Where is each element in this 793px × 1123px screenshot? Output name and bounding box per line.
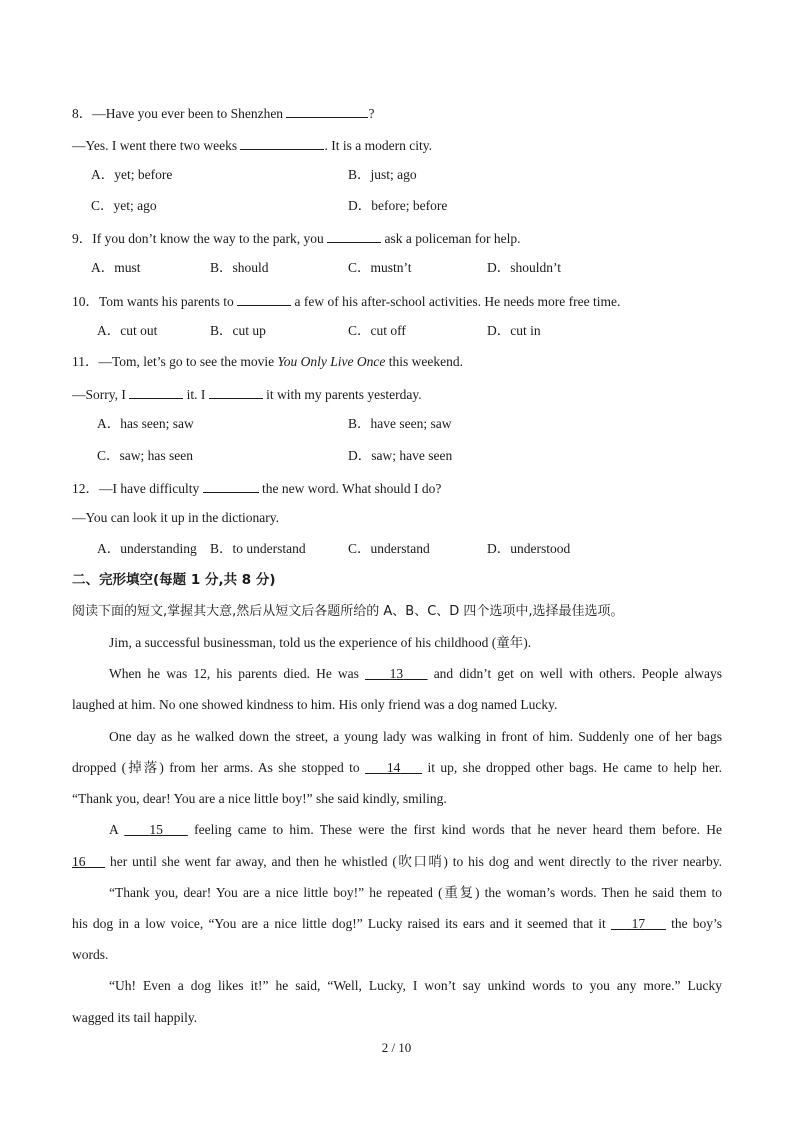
q8-reply-end: . It is a modern city. xyxy=(324,138,432,153)
blank-17 xyxy=(611,916,666,931)
q12-reply: —You can look it up in the dictionary. xyxy=(72,510,279,525)
q10-stem-text: 10．Tom wants his parents to xyxy=(72,294,234,309)
q10-option-a: A．cut out xyxy=(97,323,158,338)
blank-13 xyxy=(365,666,428,681)
q11-option-a: A．has seen; saw xyxy=(97,416,194,431)
q10-blank xyxy=(237,292,291,306)
section-instruction: 阅读下面的短文,掌握其大意,然后从短文后各题所给的 A、B、C、D 四个选项中,选择最佳选项。 xyxy=(72,604,624,619)
q12-option-a: A．understanding xyxy=(97,541,197,556)
section-title: 二、完形填空(每题 1 分,共 8 分) xyxy=(72,572,276,588)
q8-option-d: D．before; before xyxy=(348,198,448,213)
passage-p2-line1 xyxy=(109,666,722,682)
q11-option-b: B．have seen; saw xyxy=(348,416,452,431)
q9-stem-text: 9．If you don’t know the way to the park, you xyxy=(72,231,324,246)
q9-blank xyxy=(327,229,381,243)
q8-option-c: C．yet; ago xyxy=(91,198,157,213)
q8-stem xyxy=(72,104,374,122)
q11-reply-text-1: —Sorry, I xyxy=(72,387,126,402)
q9-option-b: B．should xyxy=(210,260,269,275)
passage-p4-text: A xyxy=(109,822,119,837)
q8-reply-text: —Yes. I went there two weeks xyxy=(72,138,238,153)
blank-14-number: 14 xyxy=(386,760,401,775)
q8-stem-text: 8．—Have you ever been to Shenzhen xyxy=(72,106,284,121)
q11-stem-end: this weekend. xyxy=(388,354,464,369)
passage-p4-text-end: feeling came to him. These were the first kind words that he never heard them before. He xyxy=(194,822,723,837)
q12-option-b: B．to understand xyxy=(210,541,306,556)
q10-option-c: C．cut off xyxy=(348,323,406,338)
q10-stem-end: a few of his after-school activities. He needs more free time. xyxy=(294,294,621,309)
q10-option-d: D．cut in xyxy=(487,323,541,338)
passage-p2-line2: laughed at him. No one showed kindness to him. His only friend was a dog named Lucky. xyxy=(72,697,558,712)
blank-17-number: 17 xyxy=(631,916,646,931)
passage-p5-text: his dog in a low voice, “You are a nice little dog!” Lucky raised its ears and it seemed that it xyxy=(72,916,606,931)
q11-movie-title: You Only Live Once xyxy=(277,354,386,369)
q12-option-d: D．understood xyxy=(487,541,571,556)
blank-16-number: 16 xyxy=(72,854,86,869)
q9-option-c: C．mustn’t xyxy=(348,260,412,275)
q9-stem xyxy=(72,229,521,247)
blank-14 xyxy=(365,760,422,775)
page-number: 2 / 10 xyxy=(381,1040,412,1055)
passage-p6-line2: wagged its tail happily. xyxy=(72,1010,198,1025)
passage-p4-text-2: her until she went far away, and then he whistled (吹口哨) to his dog and went directly to the river nearby. xyxy=(109,854,723,869)
q8-reply xyxy=(72,136,432,154)
q11-option-d: D．saw; have seen xyxy=(348,448,453,463)
passage-p2-text-end: and didn’t get on well with others. People always xyxy=(433,666,723,681)
q12-option-c: C．understand xyxy=(348,541,430,556)
q12-stem-text: 12．—I have difficulty xyxy=(72,481,200,496)
passage-p6-line1: “Uh! Even a dog likes it!” he said, “Well, Lucky, I won’t say unkind words to you any more.” Lucky xyxy=(109,978,722,993)
passage-p5-text-end: the boy’s xyxy=(671,916,723,931)
passage-p3-line3: “Thank you, dear! You are a nice little boy!” she said kindly, smiling. xyxy=(72,791,447,806)
blank-13-number: 13 xyxy=(389,666,404,681)
q8-option-a: A．yet; before xyxy=(91,167,173,182)
q8-option-b: B．just; ago xyxy=(348,167,417,182)
q11-reply-text-2: it. I xyxy=(186,387,206,402)
passage-p1 xyxy=(109,635,531,651)
passage-p5-line1: “Thank you, dear! You are a nice little boy!” he repeated (重复) the woman’s words. Then he said them to xyxy=(109,885,722,900)
q11-blank-1 xyxy=(129,385,183,399)
q12-stem-end: the new word. What should I do? xyxy=(261,481,442,496)
passage-p5-line3: words. xyxy=(72,947,109,962)
q12-blank xyxy=(203,479,259,493)
passage-p3-text: dropped (掉落) from her arms. As she stopped to xyxy=(72,760,360,775)
passage-p2-text: When he was 12, his parents died. He was xyxy=(109,666,359,681)
q11-stem-text: 11．—Tom, let’s go to see the movie xyxy=(72,354,275,369)
q10-stem xyxy=(72,292,620,310)
q11-blank-2 xyxy=(209,385,263,399)
blank-15 xyxy=(124,822,188,837)
q12-stem xyxy=(72,479,441,497)
q11-option-c: C．saw; has seen xyxy=(97,448,193,463)
q9-option-d: D．shouldn’t xyxy=(487,260,562,275)
q8-blank-1 xyxy=(286,104,368,118)
blank-15-number: 15 xyxy=(149,822,163,837)
q10-option-b: B．cut up xyxy=(210,323,266,338)
q8-blank-2 xyxy=(240,136,324,150)
q9-option-a: A．must xyxy=(91,260,141,275)
passage-p4-line1 xyxy=(109,822,722,838)
passage-p3-line1: One day as he walked down the street, a young lady was walking in front of him. Suddenly one of her bags xyxy=(109,729,722,744)
q9-stem-end: ask a policeman for help. xyxy=(384,231,521,246)
passage-p3-line2 xyxy=(72,760,722,776)
passage-p4-line2 xyxy=(72,854,722,870)
q8-stem-end: ? xyxy=(368,106,375,121)
q11-reply-text-3: it with my parents yesterday. xyxy=(266,387,422,402)
q11-stem xyxy=(72,354,463,370)
blank-16 xyxy=(72,854,105,869)
passage-p1-text: Jim, a successful businessman, told us the experience of his childhood (童年). xyxy=(109,635,532,650)
passage-p3-text-end: it up, she dropped other bags. He came to help her. xyxy=(427,760,723,775)
passage-p5-line2 xyxy=(72,916,722,932)
q11-reply xyxy=(72,385,422,403)
